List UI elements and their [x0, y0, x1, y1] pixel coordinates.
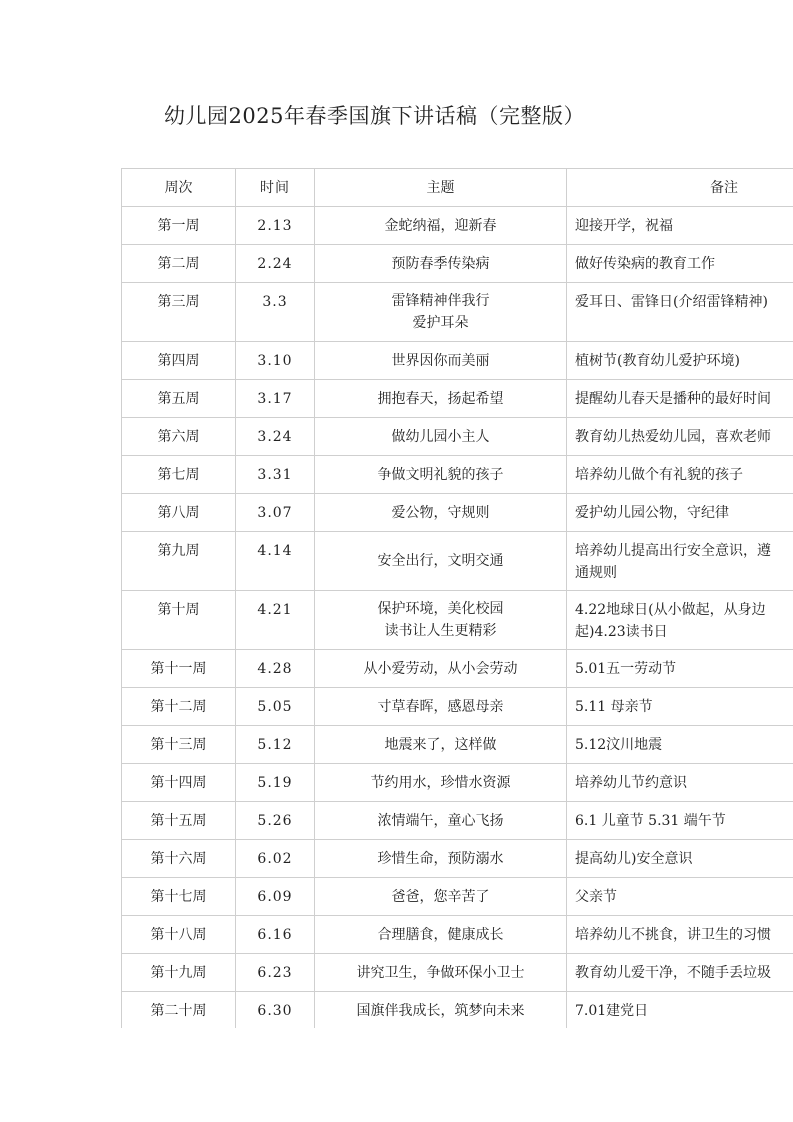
- table-row: [122, 532, 793, 591]
- theme-line: 保护环境，美化校园: [377, 601, 504, 617]
- date-cell: 3.07: [236, 494, 315, 532]
- table-row: [122, 916, 793, 954]
- theme-line: 世界因你而美丽: [391, 352, 490, 369]
- header-week: 周次: [122, 169, 236, 207]
- table-row: [122, 494, 793, 532]
- table-row: [122, 726, 793, 764]
- note-cell: [567, 878, 793, 916]
- week-cell: 第十周: [122, 591, 236, 650]
- week-cell: 第十九周: [122, 954, 236, 992]
- note-cell: [567, 764, 793, 802]
- note-cell: [567, 207, 793, 245]
- note-cell: [567, 494, 793, 532]
- week-cell: 第十二周: [122, 688, 236, 726]
- note-cell: [567, 992, 793, 1029]
- note-cell: [567, 380, 793, 418]
- theme-cell: [315, 650, 567, 688]
- note-line: 提醒幼儿春天是播种的最好时间: [575, 390, 771, 407]
- table-row: [122, 380, 793, 418]
- theme-line: 读书让人生更精彩: [384, 623, 497, 639]
- note-cell: [567, 726, 793, 764]
- week-cell: 第三周: [122, 283, 236, 342]
- theme-line: 浓情端午，童心飞扬: [377, 812, 504, 829]
- theme-cell: [315, 342, 567, 380]
- theme-line: 地震来了，这样做: [384, 736, 497, 753]
- table-body: [122, 207, 793, 1029]
- document-title: 幼儿园2025年春季国旗下讲话稿（完整版）: [164, 104, 585, 128]
- theme-cell: [315, 802, 567, 840]
- note-cell: [567, 456, 793, 494]
- week-cell: 第十八周: [122, 916, 236, 954]
- date-cell: 5.05: [236, 688, 315, 726]
- table-row: [122, 283, 793, 342]
- theme-cell: [315, 916, 567, 954]
- table-row: [122, 591, 793, 650]
- note-line: 爱耳日、雷锋日(介绍雷锋精神): [575, 294, 768, 310]
- note-line: 培养幼儿节约意识: [575, 774, 687, 791]
- week-cell: 第五周: [122, 380, 236, 418]
- theme-line: 拥抱春天，扬起希望: [377, 390, 504, 407]
- date-cell: 2.13: [236, 207, 315, 245]
- note-line: 5.01五一劳动节: [575, 660, 677, 677]
- note-line: 培养幼儿提高出行安全意识，遵: [575, 543, 771, 559]
- note-cell: [567, 802, 793, 840]
- table-row: [122, 688, 793, 726]
- header-date: 时间: [236, 169, 315, 207]
- theme-line: 节约用水，珍惜水资源: [370, 774, 511, 791]
- theme-line: 合理膳食，健康成长: [377, 926, 504, 943]
- table-row: [122, 418, 793, 456]
- date-cell: 4.21: [236, 591, 315, 650]
- date-cell: 6.09: [236, 878, 315, 916]
- table-row: [122, 207, 793, 245]
- table-row: [122, 245, 793, 283]
- date-cell: 6.23: [236, 954, 315, 992]
- table-row: [122, 650, 793, 688]
- note-cell: [567, 532, 793, 591]
- date-cell: 2.24: [236, 245, 315, 283]
- theme-cell: [315, 418, 567, 456]
- table-row: [122, 954, 793, 992]
- theme-cell: [315, 764, 567, 802]
- theme-line: 寸草春晖，感恩母亲: [377, 698, 504, 715]
- week-cell: 第一周: [122, 207, 236, 245]
- note-line: 5.12汶川地震: [575, 736, 663, 753]
- table-row: [122, 878, 793, 916]
- theme-cell: [315, 840, 567, 878]
- theme-line: 雷锋精神伴我行: [391, 293, 490, 309]
- note-cell: [567, 245, 793, 283]
- date-cell: 4.14: [236, 532, 315, 591]
- date-cell: 3.31: [236, 456, 315, 494]
- table-row: [122, 840, 793, 878]
- theme-line: 从小爱劳动，从小会劳动: [363, 660, 518, 677]
- note-line: 教育幼儿热爱幼儿园，喜欢老师: [575, 428, 771, 445]
- note-line: 6.1 儿童节 5.31 端午节: [575, 812, 726, 829]
- note-cell: [567, 418, 793, 456]
- week-cell: 第十五周: [122, 802, 236, 840]
- schedule-table-container: [121, 168, 793, 1028]
- note-cell: [567, 954, 793, 992]
- date-cell: 3.17: [236, 380, 315, 418]
- week-cell: 第四周: [122, 342, 236, 380]
- date-cell: 5.26: [236, 802, 315, 840]
- note-cell: [567, 591, 793, 650]
- theme-cell: [315, 532, 567, 591]
- note-line: 4.22地球日(从小做起，从身边: [575, 602, 766, 618]
- note-line: 爱护幼儿园公物，守纪律: [575, 504, 729, 521]
- theme-line: 讲究卫生，争做环保小卫士: [356, 964, 525, 981]
- theme-cell: [315, 954, 567, 992]
- theme-cell: [315, 494, 567, 532]
- note-cell: [567, 840, 793, 878]
- note-line: 5.11 母亲节: [575, 698, 653, 715]
- week-cell: 第十一周: [122, 650, 236, 688]
- note-cell: [567, 283, 793, 342]
- table-row: [122, 456, 793, 494]
- week-cell: 第十四周: [122, 764, 236, 802]
- header-theme: 主题: [315, 169, 567, 207]
- theme-cell: [315, 456, 567, 494]
- date-cell: 5.19: [236, 764, 315, 802]
- theme-line: 金蛇纳福，迎新春: [384, 217, 497, 234]
- table-row: [122, 764, 793, 802]
- table-row: [122, 342, 793, 380]
- date-cell: 6.02: [236, 840, 315, 878]
- theme-line: 争做文明礼貌的孩子: [377, 466, 504, 483]
- theme-cell: [315, 591, 567, 650]
- week-cell: 第六周: [122, 418, 236, 456]
- week-cell: 第九周: [122, 532, 236, 591]
- note-line: 培养幼儿做个有礼貌的孩子: [575, 466, 743, 483]
- theme-line: 爱公物，守规则: [391, 504, 490, 521]
- theme-cell: [315, 726, 567, 764]
- schedule-table: [121, 168, 793, 1028]
- theme-cell: [315, 380, 567, 418]
- note-line: 教育幼儿爱干净，不随手丢垃圾: [575, 964, 771, 981]
- date-cell: 3.24: [236, 418, 315, 456]
- note-line: 提高幼儿)安全意识: [575, 850, 693, 867]
- theme-cell: [315, 283, 567, 342]
- date-cell: 4.28: [236, 650, 315, 688]
- note-cell: [567, 650, 793, 688]
- theme-cell: [315, 207, 567, 245]
- note-line: 迎接开学，祝福: [575, 217, 673, 234]
- theme-line: 安全出行，文明交通: [377, 553, 504, 569]
- theme-cell: [315, 992, 567, 1029]
- header-note: 备注: [567, 169, 793, 207]
- note-line: 通规则: [575, 565, 617, 581]
- table-row: [122, 802, 793, 840]
- theme-line: 爱护耳朵: [412, 315, 469, 331]
- note-line: 做好传染病的教育工作: [575, 255, 715, 272]
- theme-cell: [315, 878, 567, 916]
- date-cell: 6.30: [236, 992, 315, 1029]
- week-cell: 第二十周: [122, 992, 236, 1029]
- note-line: 植树节(教育幼儿爱护环境): [575, 352, 740, 369]
- theme-cell: [315, 688, 567, 726]
- date-cell: 6.16: [236, 916, 315, 954]
- date-cell: 5.12: [236, 726, 315, 764]
- note-cell: [567, 916, 793, 954]
- theme-line: 做幼儿园小主人: [391, 428, 490, 445]
- week-cell: 第二周: [122, 245, 236, 283]
- date-cell: 3.10: [236, 342, 315, 380]
- note-line: 培养幼儿不挑食，讲卫生的习惯: [575, 926, 771, 943]
- note-line: 起)4.23读书日: [575, 624, 668, 640]
- table-header-row: [122, 169, 793, 207]
- week-cell: 第七周: [122, 456, 236, 494]
- week-cell: 第十三周: [122, 726, 236, 764]
- note-line: 父亲节: [575, 888, 617, 905]
- theme-line: 预防春季传染病: [391, 255, 490, 272]
- week-cell: 第十七周: [122, 878, 236, 916]
- theme-line: 珍惜生命，预防溺水: [377, 850, 504, 867]
- theme-cell: [315, 245, 567, 283]
- note-cell: [567, 342, 793, 380]
- week-cell: 第十六周: [122, 840, 236, 878]
- date-cell: 3.3: [236, 283, 315, 342]
- note-cell: [567, 688, 793, 726]
- theme-line: 国旗伴我成长，筑梦向未来: [356, 1002, 525, 1019]
- week-cell: 第八周: [122, 494, 236, 532]
- table-row: [122, 992, 793, 1029]
- theme-line: 爸爸，您辛苦了: [391, 888, 490, 905]
- note-line: 7.01建党日: [575, 1002, 649, 1019]
